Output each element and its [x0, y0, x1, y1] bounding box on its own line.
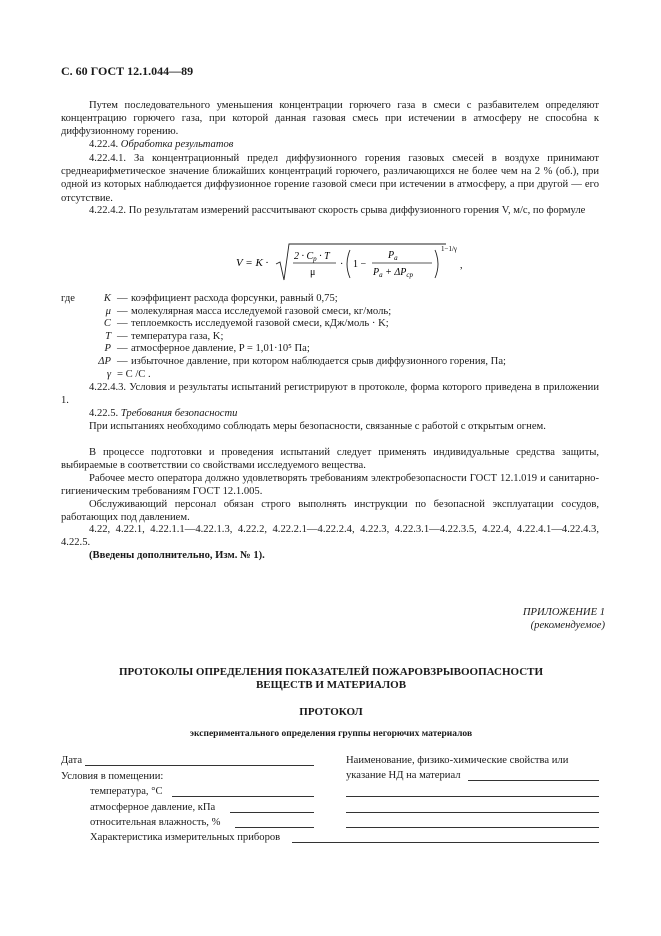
- material-field-line-2[interactable]: [346, 796, 599, 797]
- form-conditions-label: Условия в помещении:: [61, 771, 164, 782]
- paragraph-safety-4: Обслуживающий персонал обязан строго выполнять инструкции по безопасной эксплуатации сосудов, работающих под давлением.: [61, 499, 599, 524]
- definition-text: температура газа, K;: [131, 330, 224, 342]
- instruments-field-line[interactable]: [292, 842, 599, 843]
- material-field-line-4[interactable]: [346, 827, 599, 828]
- svg-text:Pа + ΔPср: [372, 267, 413, 279]
- definition-text: теплоемкость исследуемой газовой смеси, кДж/моль · K;: [131, 318, 389, 330]
- date-field-line[interactable]: [85, 765, 314, 766]
- definition-symbol: T: [105, 330, 111, 342]
- paragraph-safety-3: Рабочее место оператора должно удовлетворять требованиям электробезопасности ГОСТ 12.1.019 и санитарно-гигиеническим требованиям ГОСТ 12.1.005.: [61, 473, 599, 498]
- definition-text: коэффициент расхода форсунки, равный 0,75;: [131, 293, 338, 304]
- formula-num1-sub: р: [313, 255, 317, 263]
- paragraph-4-22-4-2: 4.22.4.2. По результатам измерений рассчитывают скорость срыва диффузионного горения V, м/с, по формуле: [89, 205, 586, 216]
- temp-label: температура, °С: [90, 786, 163, 797]
- definition-row: C — теплоемкость исследуемой газовой смеси, кДж/моль · K;: [61, 318, 601, 331]
- appendix-label: [523, 606, 605, 632]
- formula-num1-tail: · T: [316, 251, 330, 262]
- instruments-label: Характеристика измерительных приборов: [90, 832, 281, 843]
- definition-text: = C /C .: [117, 368, 151, 380]
- material-name-label-line1: Наименование, физико-химические свойства или: [346, 755, 569, 766]
- svg-text:Pа: [387, 250, 398, 262]
- protocols-title-line2: ВЕЩЕСТВ И МАТЕРИАЛОВ: [255, 679, 407, 691]
- formula-one-minus: 1 −: [353, 259, 367, 270]
- material-field-line-1[interactable]: [468, 780, 599, 781]
- formula-comma: ,: [460, 260, 463, 271]
- section-4-22-4-heading: [61, 138, 599, 151]
- form-date: [61, 754, 82, 767]
- paragraph-4-22-4-3: 4.22.4.3. Условия и результаты испытаний регистрируют в протоколе, форма которого приведена в приложении 1.: [61, 382, 599, 407]
- formula-lhs: V = K ·: [236, 257, 269, 269]
- formula-exponent: 1−1/γ: [441, 245, 457, 253]
- pressure-label: атмосферное давление, кПа: [90, 802, 216, 813]
- definition-symbol: P: [104, 343, 111, 355]
- protocol-heading: ПРОТОКОЛ: [299, 706, 363, 718]
- formula-den2-sub: а: [379, 271, 383, 279]
- formula-den2-tail-sub: ср: [406, 271, 413, 279]
- section-title: Требования безопасности: [120, 408, 238, 419]
- paragraph-safety-2: В процессе подготовки и проведения испытаний следует применять индивидуальные средства защиты, выбираемые в соответствии со свойствами исследуемого вещества.: [61, 447, 599, 472]
- formula-den1: μ: [310, 267, 316, 278]
- formula-den2-tail: + ΔP: [382, 267, 407, 278]
- section-title: Обработка результатов: [120, 139, 234, 150]
- material-name-label-line2: указание НД на материал: [346, 770, 461, 781]
- paragraph-safety-1: При испытаниях необходимо соблюдать меры безопасности, связанные с работой с открытым огнем.: [89, 421, 546, 432]
- definition-text: избыточное давление, при котором наблюдается срыв диффузионного горения, Па;: [131, 355, 506, 367]
- section-number: 4.22.4.: [89, 139, 119, 150]
- definition-symbol: μ: [105, 305, 111, 317]
- protocols-title: [61, 666, 601, 692]
- page-header: С. 60 ГОСТ 12.1.044—89: [61, 64, 194, 78]
- definition-symbol: γ: [106, 368, 111, 380]
- paragraph-4-22-4-1: 4.22.4.1. За концентрационный предел диффузионного горения газовых смесей в воздухе принимают среднеарифметическое значение ближайших концентраций горючего, различающихся не более чем на 2 % (об.), при одной из которых наблюдается диффузионное горение газовой смеси при истечении в атмосферу, а при другой — его отсутствие.: [61, 153, 599, 204]
- svg-text:2 · Cр · T: [294, 251, 331, 263]
- pressure-field-line[interactable]: [230, 812, 314, 813]
- formula-velocity: [236, 242, 466, 284]
- definitions-list: [61, 293, 601, 381]
- definition-row: T — температура газа, K;: [61, 331, 601, 344]
- appendix-subtitle: (рекомендуемое): [530, 620, 605, 631]
- definition-text: атмосферное давление, P = 1,01·10⁵ Па;: [131, 343, 310, 355]
- formula-num1: 2 · C: [294, 251, 314, 262]
- definition-symbol: K: [103, 293, 111, 304]
- definition-text: молекулярная масса исследуемой газовой смеси, кг/моль;: [131, 305, 392, 317]
- paragraph-dilution: Путем последовательного уменьшения концентрации горючего газа в смеси с разбавителем определяют концентрацию горючего газа, при которой данная газовая смесь при истечении в атмосферу не способна к диффузионному горению.: [61, 100, 599, 138]
- appendix-title: ПРИЛОЖЕНИЕ 1: [522, 607, 605, 618]
- material-field-line-3[interactable]: [346, 812, 599, 813]
- svg-text:·: ·: [340, 259, 344, 270]
- humidity-label: относительная влажность, %: [90, 817, 221, 828]
- definition-symbol: C: [103, 318, 111, 330]
- formula-graphic: [236, 242, 466, 284]
- protocol-subtitle: экспериментального определения группы негорючих материалов: [189, 729, 473, 739]
- paragraph-amendment: (Введены дополнительно, Изм. № 1).: [89, 550, 265, 561]
- section-4-22-5-heading: [61, 407, 599, 420]
- date-label: Дата: [61, 755, 83, 766]
- definition-row: [61, 369, 601, 382]
- humidity-field-line[interactable]: [235, 827, 314, 828]
- formula-num2-sub: а: [394, 254, 398, 262]
- definition-row: где K — коэффициент расхода форсунки, равный 0,75;: [61, 293, 338, 304]
- formula-den2: P: [373, 267, 380, 278]
- protocols-title-line1: ПРОТОКОЛЫ ОПРЕДЕЛЕНИЯ ПОКАЗАТЕЛЕЙ ПОЖАРОВЗРЫВООПАСНОСТИ: [118, 666, 544, 678]
- definition-row: μ — молекулярная масса исследуемой газовой смеси, кг/моль;: [61, 306, 601, 319]
- definition-row: ΔP — избыточное давление, при котором наблюдается срыв диффузионного горения, Па;: [61, 356, 601, 369]
- formula-num2: P: [388, 250, 395, 261]
- where-label: где: [61, 293, 75, 304]
- paragraph-references: 4.22, 4.22.1, 4.22.1.1—4.22.1.3, 4.22.2, 4.22.2.1—4.22.2.4, 4.22.3, 4.22.3.1—4.22.3.5, 4.22.4, 4.22.4.1—4.22.4.3, 4.22.5.: [61, 524, 599, 549]
- definition-row: P — атмосферное давление, P = 1,01·10⁵ Па;: [61, 343, 601, 356]
- definition-symbol: ΔP: [98, 355, 111, 367]
- section-number: 4.22.5.: [89, 408, 119, 419]
- temp-field-line[interactable]: [172, 796, 314, 797]
